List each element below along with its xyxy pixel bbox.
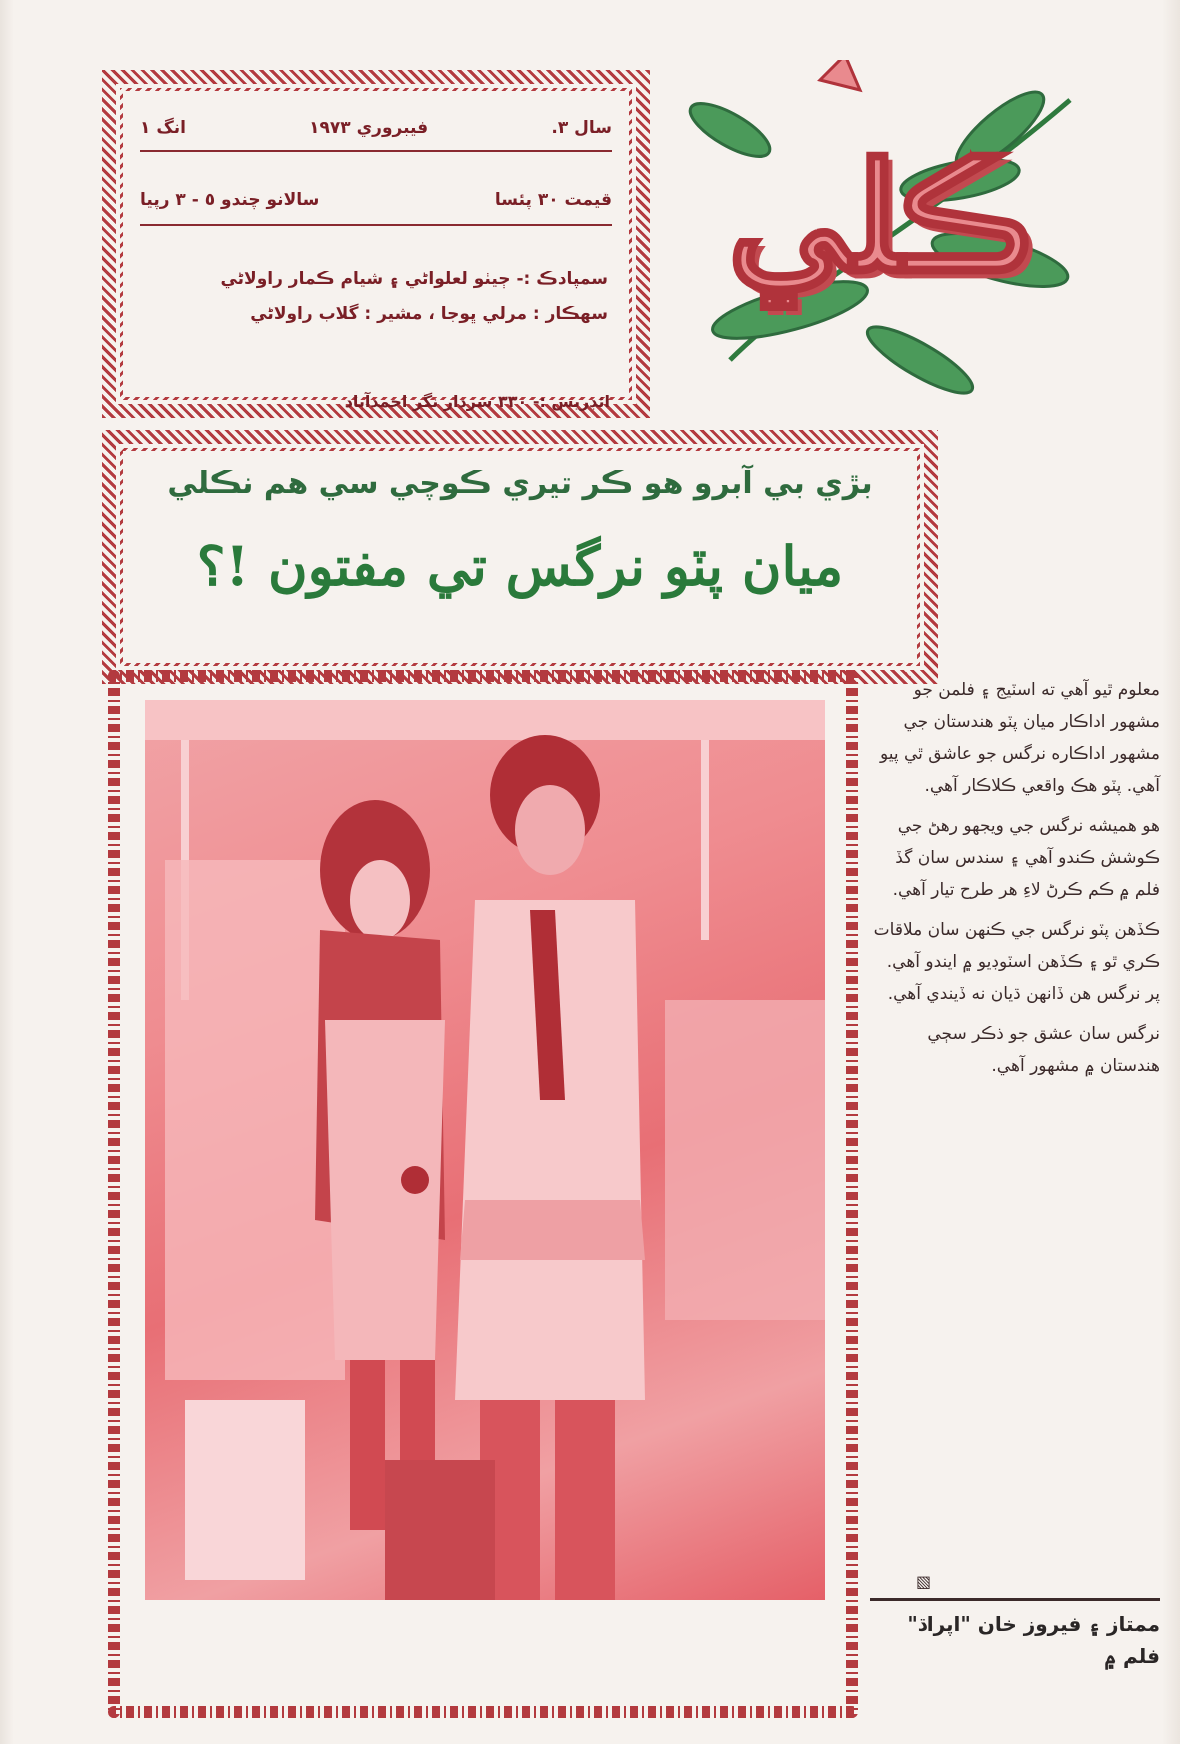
- staff-text: سهڪار : مرلي ڀوجا ، مشير : گلاب راولاڻي: [250, 304, 608, 324]
- issue-date: فيبروري ١٩٧٣: [309, 118, 429, 138]
- divider: [140, 224, 612, 226]
- headline-title: ميان پٽو نرگس تي مفتون !؟: [196, 534, 844, 598]
- editors-text: سمپادڪ :- ڄيٺو لعلواڻي ۽ شيام ڪمار راولاڻي: [220, 269, 608, 289]
- end-mark-icon: ▧: [916, 1572, 932, 1591]
- chain-border-left: [108, 670, 120, 1718]
- page-edge-left: [0, 0, 14, 1744]
- article-paragraph: نرگس سان عشق جو ذڪر سڄي هندستان ۾ مشهور آهي.: [927, 1024, 1160, 1076]
- article-paragraph: هو هميشه نرگس جي ويجهو رهڻ جي ڪوشش ڪندو آهي ۽ سندس سان گڏ فلم ۾ ڪم ڪرڻ لاءِ هر طرح تيار آهي.: [892, 816, 1160, 900]
- masthead-logo: [670, 60, 1090, 400]
- price-line: [140, 190, 612, 210]
- caption-divider: [870, 1598, 1160, 1601]
- issue-line: [140, 118, 612, 138]
- photo-caption: ممتاز ۽ فيروز خان "اپراڌ" فلم ۾: [907, 1612, 1160, 1668]
- divider: [140, 150, 612, 152]
- chain-border-bottom: [108, 1706, 858, 1718]
- issue-number: انگ ١: [140, 118, 186, 138]
- issue-year: سال ٣.: [551, 118, 612, 138]
- issue-info-box: [102, 70, 650, 418]
- headline-subtitle: بڙي بي آبرو ھو ڪر تيري ڪوچي سي ھم نڪلي: [167, 466, 873, 501]
- page-edge-right: [1162, 0, 1180, 1744]
- article-paragraph: ڪڏهن پٽو نرگس جي ڪنهن سان ملاقات ڪري ٿو ۽ ڪڏهن اسٽوڊيو ۾ ايندو آهي. پر نرگس هن ڏانهن ڌيان نه ڏيندي آهي.: [873, 920, 1160, 1004]
- article-paragraph: معلوم ٿيو آهي ته اسٽيج ۽ فلمن جو مشهور اداڪار ميان پٽو هندستان جي مشهور اداڪاره نرگس جو عاشق ٿي پيو آهي. پٽو هڪ واقعي ڪلاڪار آهي.: [879, 680, 1160, 796]
- film-still-photo: [145, 700, 825, 1600]
- address-text: ائڊريس :- ٣٣٠ سردار نگر احمدآباد: [344, 392, 610, 411]
- subscription-text: سالانو چندو ٥ - ٣ رپيا: [140, 190, 320, 210]
- chain-border-right: [846, 670, 858, 1718]
- price-text: قيمت ٣٠ پئسا: [494, 190, 612, 210]
- headline-box: [102, 430, 938, 684]
- masthead-title: ڪلي: [727, 130, 1033, 306]
- chain-border-top: [108, 670, 858, 682]
- couple-photo-illustration: [145, 700, 825, 1600]
- article-column: [870, 674, 1160, 1090]
